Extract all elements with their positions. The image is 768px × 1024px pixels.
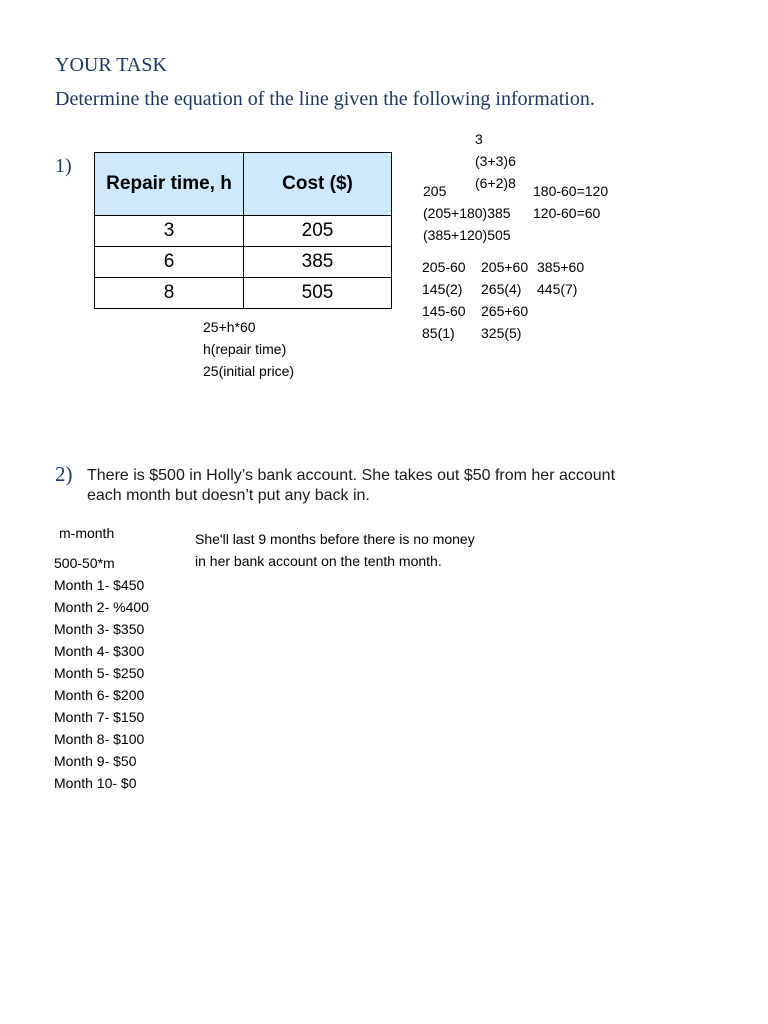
work-note: 180-60=120 [533,183,609,199]
column-header-repair-time: Repair time, h [95,153,244,216]
work-add-column [481,256,528,344]
table-cell: 3 [95,216,244,247]
equation-note: 25+h*60 [203,319,256,335]
work-note: 85(1) [422,325,455,341]
list-item: Month 5- $250 [54,665,145,681]
work-note: 120-60=60 [533,205,601,221]
table-cell: 6 [95,247,244,278]
work-note: 325(5) [481,325,522,341]
table-cell: 385 [244,247,392,278]
problem-1-number: 1) [55,155,72,177]
table-cell: 205 [244,216,392,247]
answer-line: She'll last 9 months before there is no money [195,531,475,547]
work-note: 265+60 [481,303,529,319]
work-note: 265(4) [481,281,522,297]
table-header-row [95,153,392,216]
work-note: 205-60 [422,259,466,275]
work-note: (385+120)505 [423,227,511,243]
work-note: 205+60 [481,259,529,275]
equation-note: h(repair time) [203,341,287,357]
problem-2-answer [195,528,475,572]
task-instruction: Determine the equation of the line given the following information. [55,88,595,110]
work-note: (205+180)385 [423,205,511,221]
table-cell: 8 [95,278,244,309]
equation-note: 25(initial price) [203,363,295,379]
work-note: 145-60 [422,303,466,319]
repair-cost-table [94,152,392,309]
list-item: Month 10- $0 [54,775,137,791]
work-note: 3 [475,131,483,147]
work-note: 145(2) [422,281,463,297]
list-item: Month 1- $450 [54,577,145,593]
problem-2-text [87,466,615,506]
month-calculations [54,552,149,794]
answer-line: in her bank account on the tenth month. [195,553,442,569]
list-item: Month 9- $50 [54,753,137,769]
list-item: Month 8- $100 [54,731,145,747]
problem-2-text-line: There is $500 in Holly’s bank account. She takes out $50 from her account [87,467,616,484]
work-difference-column [533,180,608,224]
table-row [95,247,392,278]
problem-2-number: 2) [55,462,73,486]
work-cost-column [423,180,511,246]
table-row [95,216,392,247]
work-note: 445(7) [537,281,578,297]
variable-definition: m-month [59,525,115,541]
column-header-cost: Cost ($) [244,153,392,216]
work-note: (3+3)6 [475,153,516,169]
work-note: (6+2)8 [475,175,516,191]
task-title: YOUR TASK [55,54,167,76]
table-cell: 505 [244,278,392,309]
equation-note: 500-50*m [54,555,115,571]
list-item: Month 2- %400 [54,599,149,615]
table-row [95,278,392,309]
work-add-column-2 [537,256,584,300]
work-note: 385+60 [537,259,585,275]
list-item: Month 6- $200 [54,687,145,703]
list-item: Month 4- $300 [54,643,145,659]
list-item: Month 3- $350 [54,621,145,637]
problem-2-text-line: each month but doesn’t put any back in. [87,487,370,504]
list-item: Month 7- $150 [54,709,145,725]
equation-notes [203,316,294,382]
work-subtract-column [422,256,466,344]
work-note: 205 [423,183,447,199]
